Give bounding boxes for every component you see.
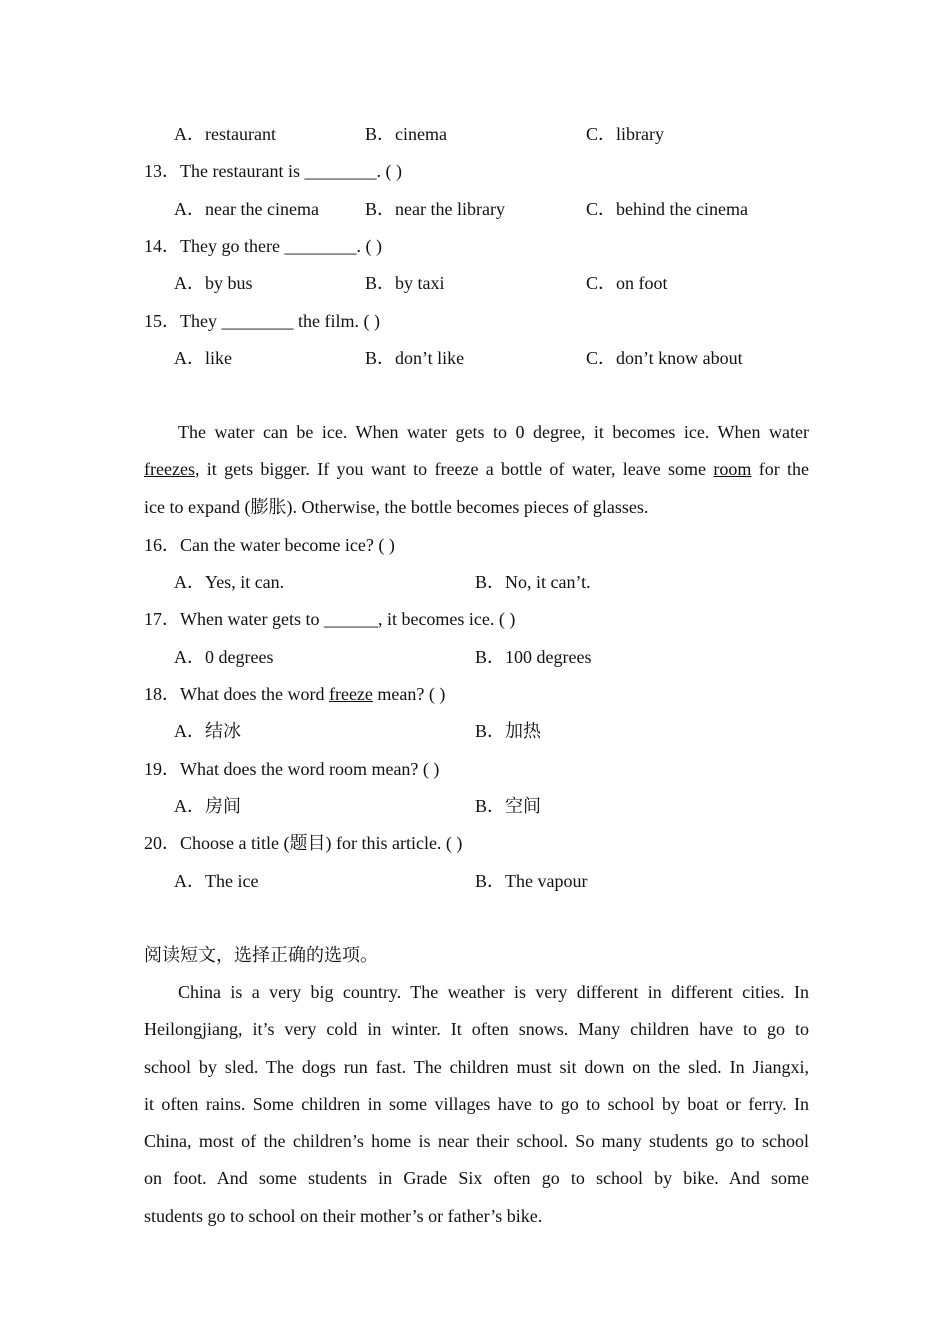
q15-option-b: B．don’t like [365,348,465,368]
passage3-line-6: on foot. And some students in Grade Six often go to school by bike. And some [144,1168,809,1189]
underlined-word-room: room [713,459,752,480]
passage-china-weather [144,974,809,1235]
q15-option-c: C．don’t know about [586,348,743,368]
q20-option-a: A．The ice [174,871,259,891]
q19-stem: 19．What does the word room mean? ( ) [144,759,440,779]
q16-stem: 16．Can the water become ice? ( ) [144,535,395,555]
q12-option-c: C．library [586,124,664,144]
q19-option-b: B．空间 [475,796,542,816]
q13-stem: 13．The restaurant is ________. ( ) [144,161,402,181]
q15-stem: 15．They ________ the film. ( ) [144,311,380,331]
q14-option-b: B．by taxi [365,273,445,293]
q12-option-b: B．cinema [365,124,447,144]
passage-text: , it gets bigger. If you want to freeze a bottle of water, leave some [194,459,714,480]
passage-water-ice [144,414,809,526]
q18-stem-pre: 18．What does the word [144,684,329,704]
passage-line-1 [144,414,809,451]
q18-option-a: A．结冰 [174,721,241,741]
passage3-line-5: China, most of the children’s home is near their school. So many students go to school [144,1131,809,1152]
passage3-line-1 [144,974,809,1011]
passage-text: China is a very big country. The weather is very different in different cities. In [178,982,809,1002]
q14-stem: 14．They go there ________. ( ) [144,236,382,256]
q12-option-a: A．restaurant [174,124,276,144]
passage-line-3: ice to expand (膨胀). Otherwise, the bottle becomes pieces of glasses. [144,496,649,517]
q16-option-a: A．Yes, it can. [174,572,285,592]
q14-option-a: A．by bus [174,273,253,293]
q20-stem: 20．Choose a title (题目) for this article. ( ) [144,833,463,853]
passage3-line-3: school by sled. The dogs run fast. The children must sit down on the sled. In Jiangxi, [144,1056,809,1077]
q18-option-b: B．加热 [475,721,542,741]
q17-option-a: A．0 degrees [174,647,274,667]
passage-text: for the [751,459,809,480]
q17-stem: 17．When water gets to ______, it becomes ice. ( ) [144,609,516,629]
q15-option-a: A．like [174,348,232,368]
q13-option-a: A．near the cinema [174,199,319,219]
q18-stem-post: mean? ( ) [372,684,446,704]
section-heading: 阅读短文，选择正确的选项。 [144,945,378,965]
q14-option-c: C．on foot [586,273,668,293]
q18-stem [144,683,809,705]
passage-line-2 [144,451,809,488]
passage3-line-7: students go to school on their mother’s or father’s bike. [144,1205,543,1226]
q17-option-b: B．100 degrees [475,647,592,667]
underlined-word-freezes: freezes [144,459,195,480]
q19-option-a: A．房间 [174,796,241,816]
q13-option-b: B．near the library [365,199,505,219]
q18-underlined-word: freeze [328,684,373,704]
passage-text: The water can be ice. When water gets to 0 degree, it becomes ice. When water [178,422,809,442]
q13-option-c: C．behind the cinema [586,199,748,219]
q20-option-b: B．The vapour [475,871,588,891]
passage3-line-4: it often rains. Some children in some villages have to go to school by boat or ferry. In [144,1093,809,1114]
q16-option-b: B．No, it can’t. [475,572,591,592]
passage3-line-2: Heilongjiang, it’s very cold in winter. It often snows. Many children have to go to [144,1019,809,1040]
